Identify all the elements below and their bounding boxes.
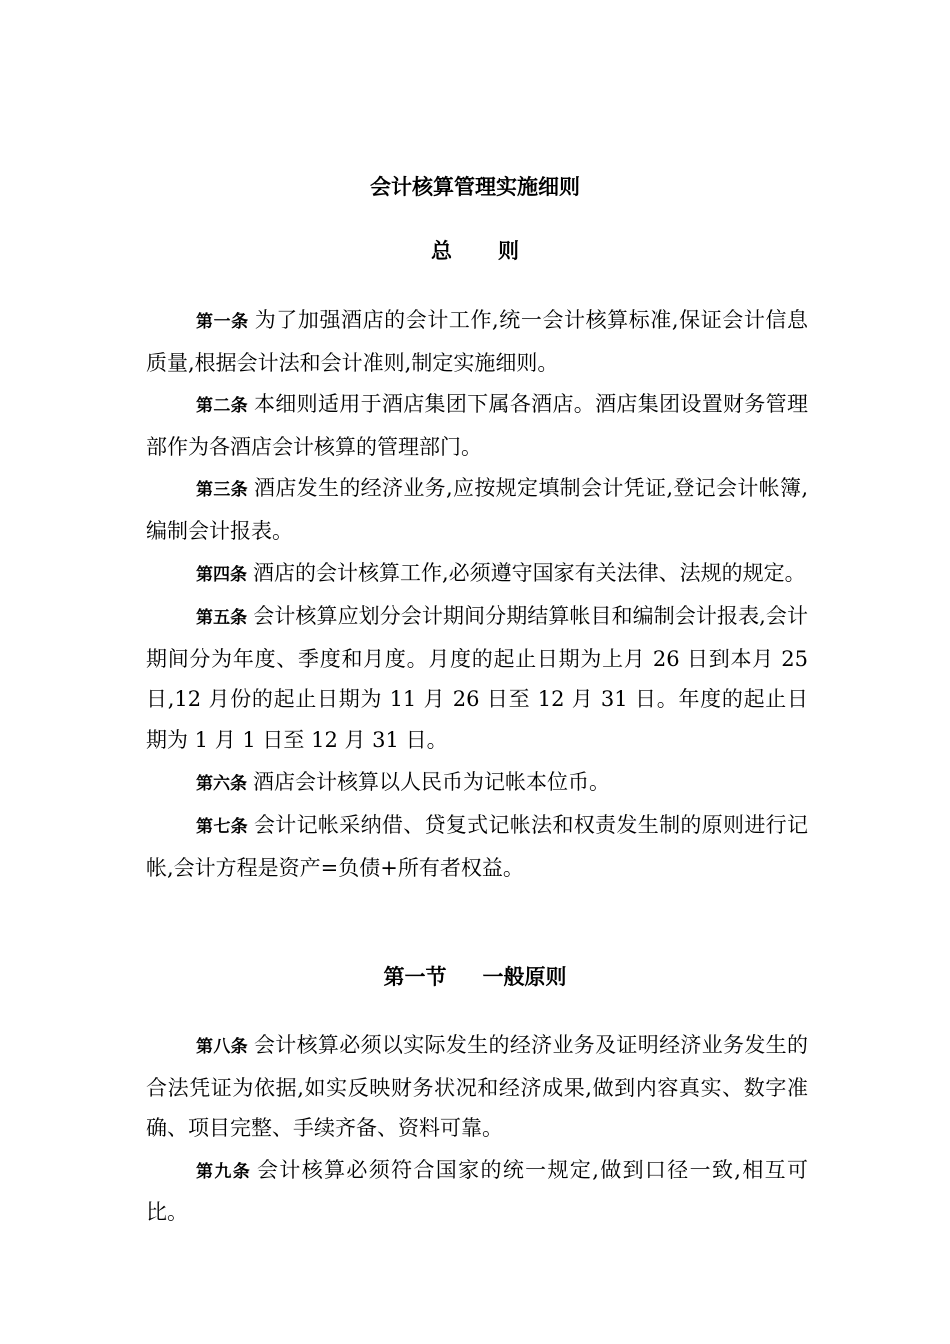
article-text: 会计核算应划分会计期间分期结算帐目和编制会计报表,会计期间分为年度、季度和月度。月度的起止日期为上月 26 日到本月 25 日,12 月份的起止日期为 11 月 26 日至 12 月 31 日。年度的起止日期为 1 月 1 日至 12 月 31 日。 [146, 604, 808, 752]
general-provisions-heading [0, 236, 950, 266]
article-8 [146, 1025, 808, 1149]
article-label: 第八条 [196, 1037, 248, 1057]
article-3 [146, 468, 808, 551]
section-number: 第一节 [383, 965, 447, 989]
article-label: 第三条 [196, 480, 248, 501]
article-text: 为了加强酒店的会计工作,统一会计核算标准,保证会计信息质量,根据会计法和会计准则,制定实施细则。 [146, 308, 809, 375]
article-label: 第一条 [196, 312, 249, 332]
heading-char-2: 则 [498, 239, 519, 263]
heading-char-1: 总 [431, 239, 452, 263]
document-title: 会计核算管理实施细则 [370, 175, 580, 199]
article-label: 第九条 [196, 1161, 252, 1182]
article-text: 酒店的会计核算工作,必须遵守国家有关法律、法规的规定。 [253, 560, 806, 585]
article-label: 第七条 [196, 817, 248, 838]
article-label: 第二条 [196, 396, 248, 417]
article-4 [146, 553, 808, 596]
article-label: 第五条 [196, 608, 248, 629]
article-label: 第六条 [196, 773, 247, 794]
section-name: 一般原则 [482, 965, 567, 989]
section-1-articles [146, 1025, 808, 1234]
article-2 [146, 384, 808, 467]
article-9 [146, 1150, 808, 1233]
article-label: 第四条 [196, 564, 247, 585]
article-1 [146, 300, 808, 383]
article-text: 会计核算必须符合国家的统一规定,做到口径一致,相互可比。 [146, 1157, 809, 1225]
article-5 [146, 596, 808, 760]
general-articles [146, 300, 808, 889]
section-1-heading [0, 962, 950, 992]
article-text: 本细则适用于酒店集团下属各酒店。酒店集团设置财务管理部作为各酒店会计核算的管理部门。 [146, 392, 809, 459]
article-text: 酒店会计核算以人民币为记帐本位币。 [253, 769, 610, 794]
article-text: 会计记帐采纳借、贷复式记帐法和权责发生制的原则进行记帐,会计方程是资产=负债+所有者权益。 [146, 813, 809, 880]
article-7 [146, 805, 808, 888]
article-text: 会计核算必须以实际发生的经济业务及证明经济业务发生的合法凭证为依据,如实反映财务状况和经济成果,做到内容真实、数字准确、项目完整、手续齐备、资料可靠。 [146, 1033, 809, 1141]
article-6 [146, 762, 808, 805]
article-text: 酒店发生的经济业务,应按规定填制会计凭证,登记会计帐簿,编制会计报表。 [146, 476, 808, 543]
